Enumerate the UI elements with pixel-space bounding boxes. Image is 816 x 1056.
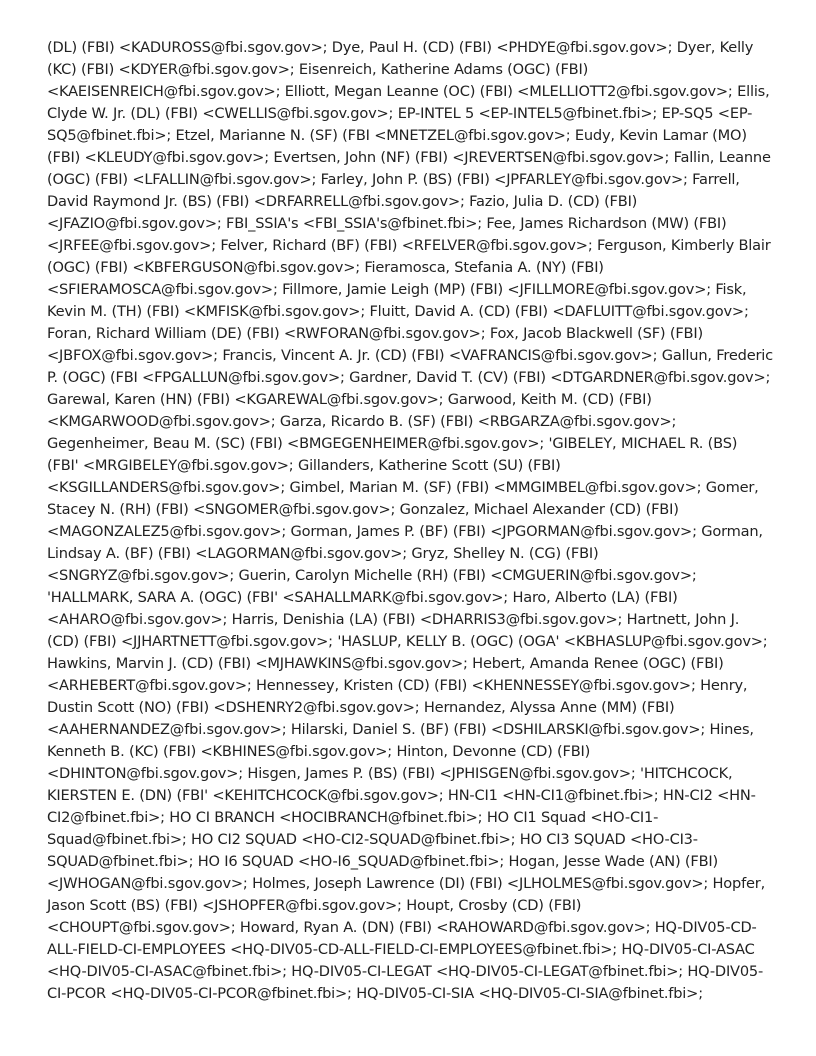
document-page xyxy=(47,37,773,1005)
recipient-list-text: (DL) (FBI) <KADUROSS@fbi.sgov.gov>; Dye, Paul H. (CD) (FBI) <PHDYE@fbi.sgov.gov>; Dyer, Kelly (KC) (FBI) <KDYER@fbi.sgov.gov>; Eisenreich, Katherine Adams (OGC) (FBI) <KAEISENREICH@fbi.sgov.gov>; Elliott, Megan Leanne (OC) (FBI) <MLELLIOTT2@fbi.sgov.gov>; Ellis, Clyde W. Jr. (DL) (FBI) <CWELLIS@fbi.sgov.gov>; EP-INTEL 5 <EP-INTEL5@fbinet.fbi>; EP-SQ5 <EP-SQ5@fbinet.fbi>; Etzel, Marianne N. (SF) (FBI <MNETZEL@fbi.sgov.gov>; Eudy, Kevin Lamar (MO) (FBI) <KLEUDY@fbi.sgov.gov>; Evertsen, John (NF) (FBI) <JREVERTSEN@fbi.sgov.gov>; Fallin, Leanne (OGC) (FBI) <LFALLIN@fbi.sgov.gov>; Farley, John P. (BS) (FBI) <JPFARLEY@fbi.sgov.gov>; Farrell, David Raymond Jr. (BS) (FBI) <DRFARRELL@fbi.sgov.gov>; Fazio, Julia D. (CD) (FBI) <JFAZIO@fbi.sgov.gov>; FBI_SSIA's <FBI_SSIA's@fbinet.fbi>; Fee, James Richardson (MW) (FBI) <JRFEE@fbi.sgov.gov>; Felver, Richard (BF) (FBI) <RFELVER@fbi.sgov.gov>; Ferguson, Kimberly Blair (OGC) (FBI) <KBFERGUSON@fbi.sgov.gov>; Fieramosca, Stefania A. (NY) (FBI) <SFIERAMOSCA@fbi.sgov.gov>; Fillmore, Jamie Leigh (MP) (FBI) <JFILLMORE@fbi.sgov.gov>; Fisk, Kevin M. (TH) (FBI) <KMFISK@fbi.sgov.gov>; Fluitt, David A. (CD) (FBI) <DAFLUITT@fbi.sgov.gov>; Foran, Richard William (DE) (FBI) <RWFORAN@fbi.sgov.gov>; Fox, Jacob Blackwell (SF) (FBI) <JBFOX@fbi.sgov.gov>; Francis, Vincent A. Jr. (CD) (FBI) <VAFRANCIS@fbi.sgov.gov>; Gallun, Frederic P. (OGC) (FBI <FPGALLUN@fbi.sgov.gov>; Gardner, David T. (CV) (FBI) <DTGARDNER@fbi.sgov.gov>; Garewal, Karen (HN) (FBI) <KGAREWAL@fbi.sgov.gov>; Garwood, Keith M. (CD) (FBI) <KMGARWOOD@fbi.sgov.gov>; Garza, Ricardo B. (SF) (FBI) <RBGARZA@fbi.sgov.gov>; Gegenheimer, Beau M. (SC) (FBI) <BMGEGENHEIMER@fbi.sgov.gov>; 'GIBELEY, MICHAEL R. (BS) (FBI' <MRGIBELEY@fbi.sgov.gov>; Gillanders, Katherine Scott (SU) (FBI) <KSGILLANDERS@fbi.sgov.gov>; Gimbel, Marian M. (SF) (FBI) <MMGIMBEL@fbi.sgov.gov>; Gomer, Stacey N. (RH) (FBI) <SNGOMER@fbi.sgov.gov>; Gonzalez, Michael Alexander (CD) (FBI) <MAGONZALEZ5@fbi.sgov.gov>; Gorman, James P. (BF) (FBI) <JPGORMAN@fbi.sgov.gov>; Gorman, Lindsay A. (BF) (FBI) <LAGORMAN@fbi.sgov.gov>; Gryz, Shelley N. (CG) (FBI) <SNGRYZ@fbi.sgov.gov>; Guerin, Carolyn Michelle (RH) (FBI) <CMGUERIN@fbi.sgov.gov>; 'HALLMARK, SARA A. (OGC) (FBI' <SAHALLMARK@fbi.sgov.gov>; Haro, Alberto (LA) (FBI) <AHARO@fbi.sgov.gov>; Harris, Denishia (LA) (FBI) <DHARRIS3@fbi.sgov.gov>; Hartnett, John J. (CD) (FBI) <JJHARTNETT@fbi.sgov.gov>; 'HASLUP, KELLY B. (OGC) (OGA' <KBHASLUP@fbi.sgov.gov>; Hawkins, Marvin J. (CD) (FBI) <MJHAWKINS@fbi.sgov.gov>; Hebert, Amanda Renee (OGC) (FBI) <ARHEBERT@fbi.sgov.gov>; Hennessey, Kristen (CD) (FBI) <KHENNESSEY@fbi.sgov.gov>; Henry, Dustin Scott (NO) (FBI) <DSHENRY2@fbi.sgov.gov>; Hernandez, Alyssa Anne (MM) (FBI) <AAHERNANDEZ@fbi.sgov.gov>; Hilarski, Daniel S. (BF) (FBI) <DSHILARSKI@fbi.sgov.gov>; Hines, Kenneth B. (KC) (FBI) <KBHINES@fbi.sgov.gov>; Hinton, Devonne (CD) (FBI) <DHINTON@fbi.sgov.gov>; Hisgen, James P. (BS) (FBI) <JPHISGEN@fbi.sgov.gov>; 'HITCHCOCK, KIERSTEN E. (DN) (FBI' <KEHITCHCOCK@fbi.sgov.gov>; HN-CI1 <HN-CI1@fbinet.fbi>; HN-CI2 <HN-CI2@fbinet.fbi>; HO CI BRANCH <HOCIBRANCH@fbinet.fbi>; HO CI1 Squad <HO-CI1-Squad@fbinet.fbi>; HO CI2 SQUAD <HO-CI2-SQUAD@fbinet.fbi>; HO CI3 SQUAD <HO-CI3-SQUAD@fbinet.fbi>; HO I6 SQUAD <HO-I6_SQUAD@fbinet.fbi>; Hogan, Jesse Wade (AN) (FBI) <JWHOGAN@fbi.sgov.gov>; Holmes, Joseph Lawrence (DI) (FBI) <JLHOLMES@fbi.sgov.gov>; Hopfer, Jason Scott (BS) (FBI) <JSHOPFER@fbi.sgov.gov>; Houpt, Crosby (CD) (FBI) <CHOUPT@fbi.sgov.gov>; Howard, Ryan A. (DN) (FBI) <RAHOWARD@fbi.sgov.gov>; HQ-DIV05-CD-ALL-FIELD-CI-EMPLOYEES <HQ-DIV05-CD-ALL-FIELD-CI-EMPLOYEES@fbinet.fbi>; HQ-DIV05-CI-ASAC <HQ-DIV05-CI-ASAC@fbinet.fbi>; HQ-DIV05-CI-LEGAT <HQ-DIV05-CI-LEGAT@fbinet.fbi>; HQ-DIV05-CI-PCOR <HQ-DIV05-CI-PCOR@fbinet.fbi>; HQ-DIV05-CI-SIA <HQ-DIV05-CI-SIA@fbinet.fbi>; xyxy=(47,39,773,1002)
